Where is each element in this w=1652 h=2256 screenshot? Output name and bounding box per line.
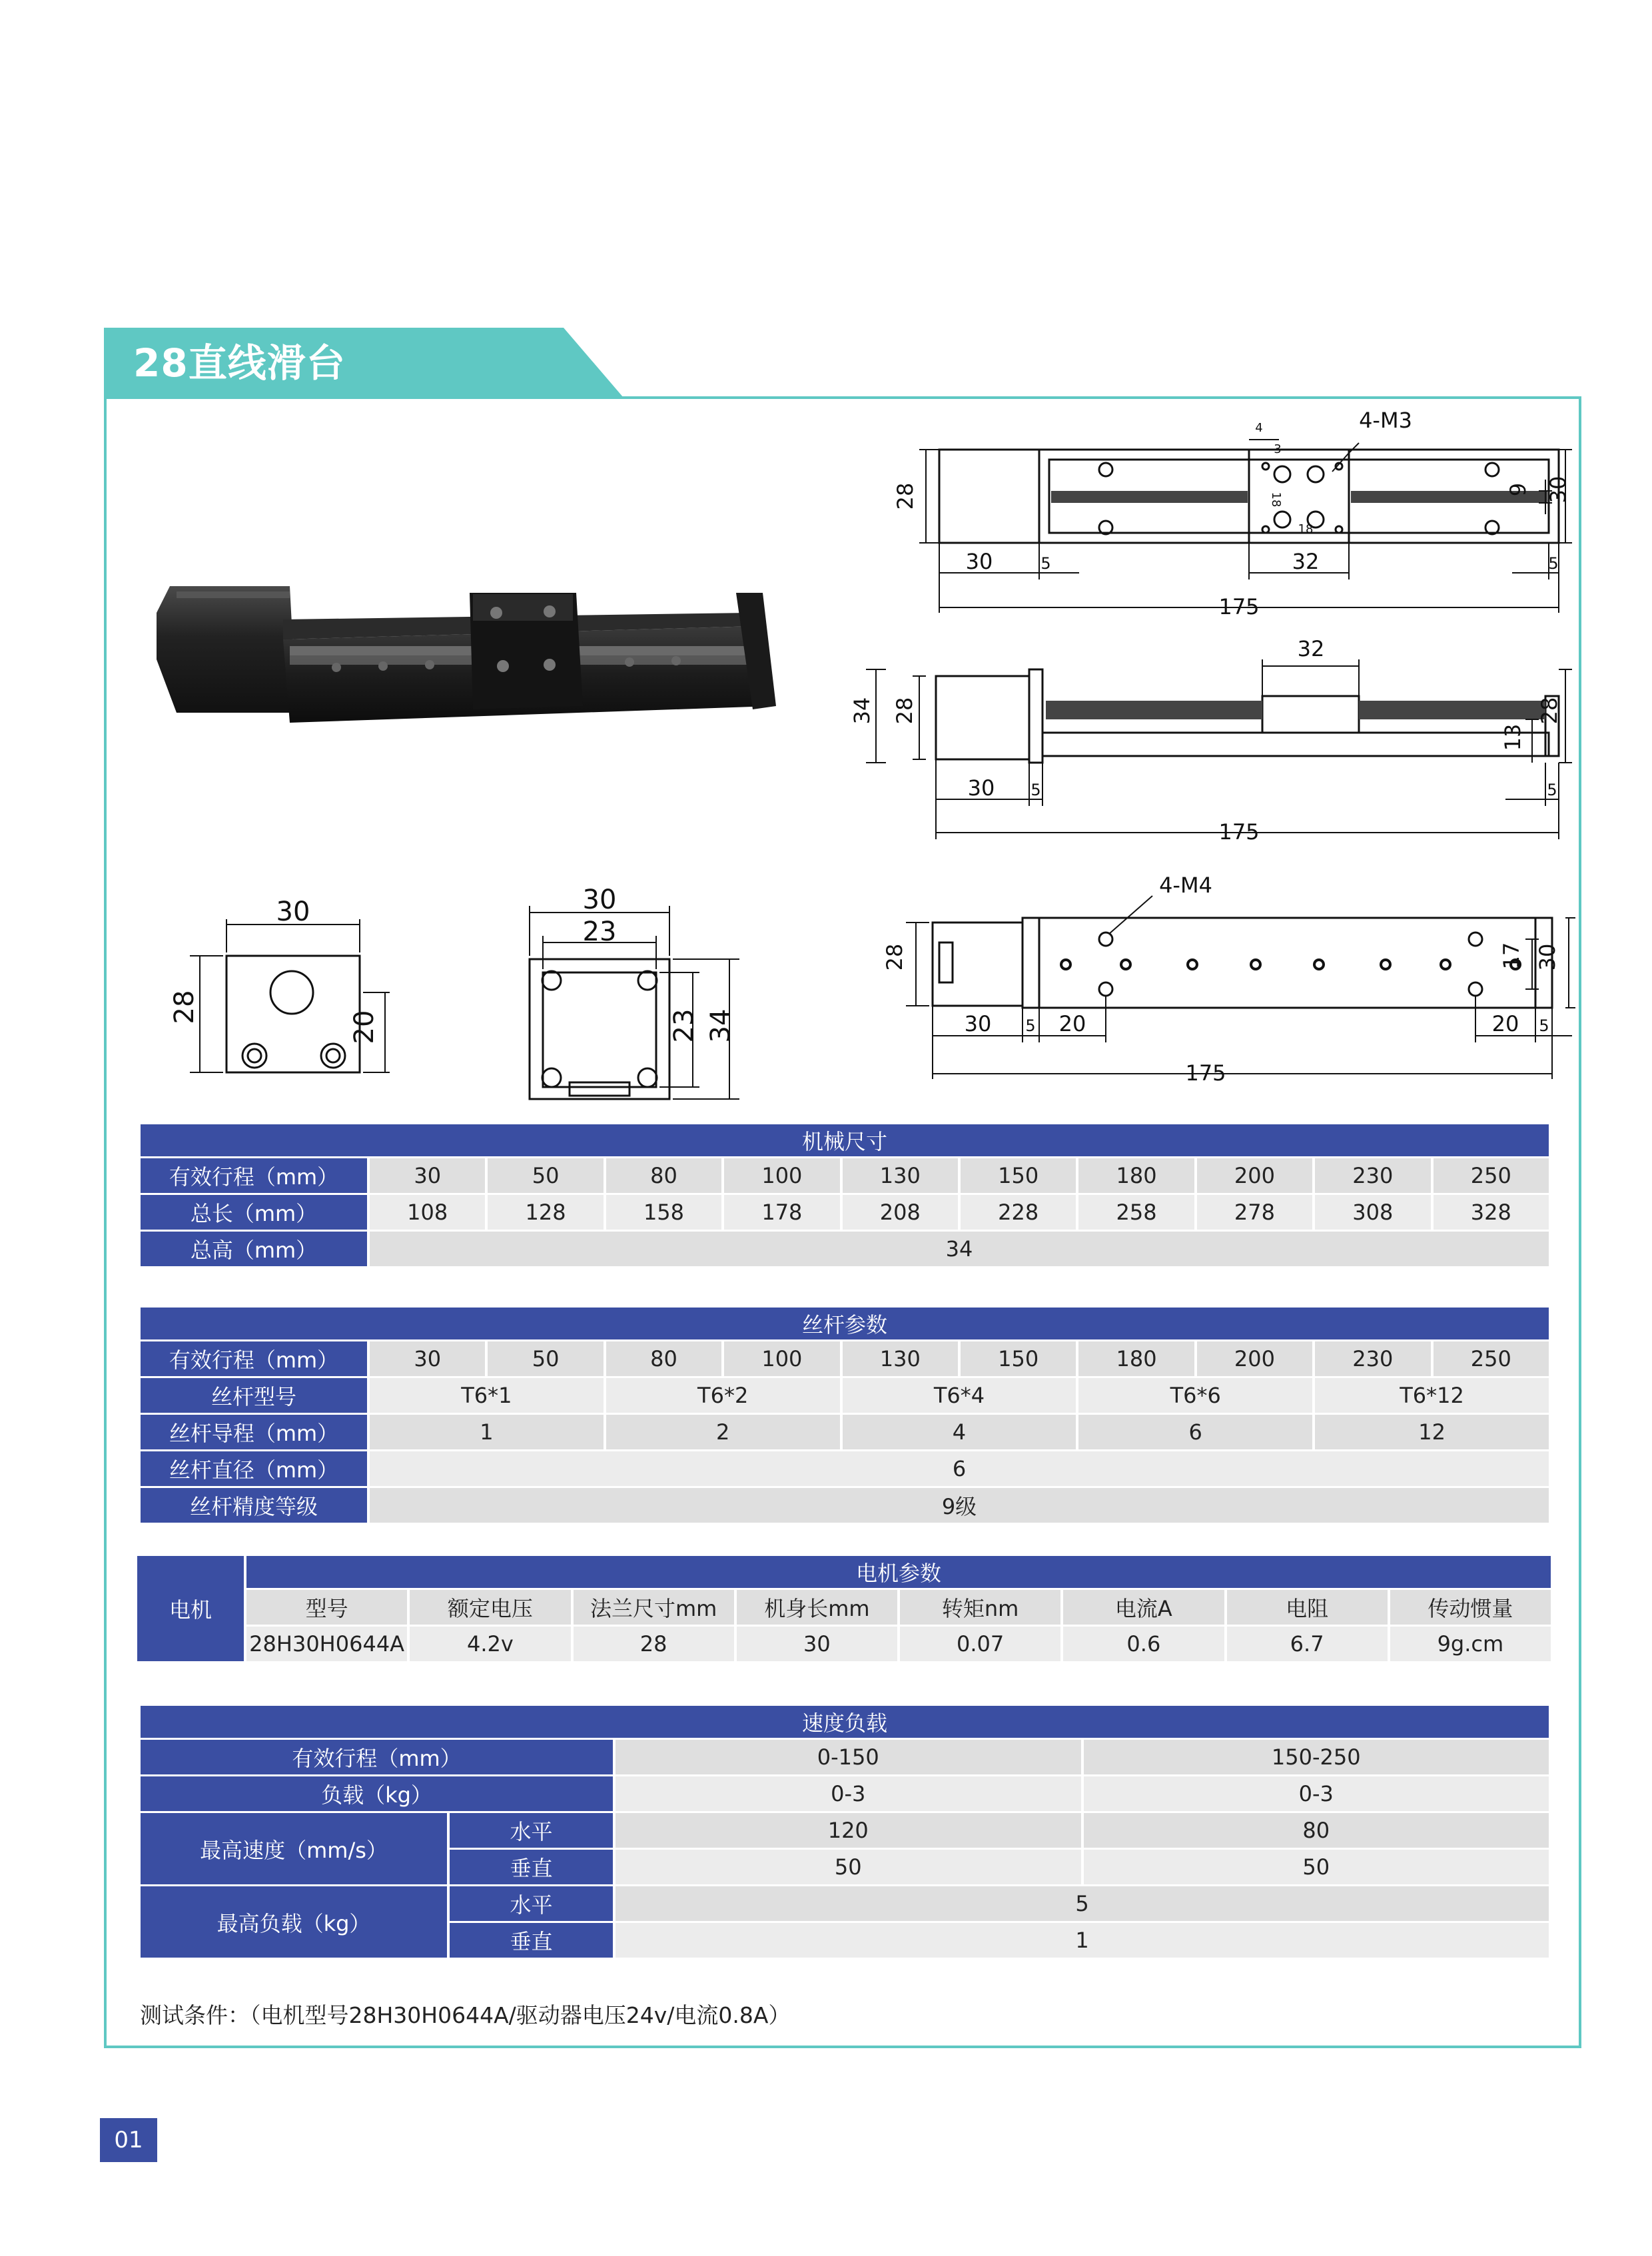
table-row: 型号 额定电压 法兰尺寸mm 机身长mm 转矩nm 电流A 电阻 传动惯量 — [137, 1590, 1551, 1625]
svg-text:30: 30 — [1545, 476, 1571, 504]
svg-text:30: 30 — [1535, 943, 1560, 971]
motor-caption: 电机参数 — [246, 1556, 1551, 1588]
table-row: 最高速度（mm/s） 水平 120 80 — [141, 1813, 1549, 1848]
end-view-b-drawing — [513, 879, 753, 1106]
table-row: 有效行程（mm） 0-150 150-250 — [141, 1740, 1549, 1774]
svg-text:5: 5 — [1539, 1016, 1549, 1035]
label-4-m3: 4-M3 — [1359, 408, 1412, 433]
svg-text:18: 18 — [1269, 492, 1283, 508]
svg-text:23: 23 — [669, 1008, 699, 1043]
svg-text:4: 4 — [1255, 421, 1263, 435]
svg-text:18: 18 — [1298, 522, 1314, 536]
speed-load-table — [138, 1704, 1551, 1960]
svg-text:28: 28 — [893, 482, 918, 510]
svg-text:5: 5 — [1031, 781, 1041, 799]
table-row: 负载（kg） 0-3 0-3 — [141, 1776, 1549, 1811]
test-conditions-note: 测试条件：（电机型号28H30H0644A/驱动器电压24v/电流0.8A） — [140, 2002, 791, 2028]
svg-text:3: 3 — [1274, 442, 1282, 456]
svg-text:17: 17 — [1499, 942, 1524, 970]
product-photo — [150, 579, 789, 733]
svg-text:28: 28 — [169, 990, 200, 1024]
screw-caption: 丝杆参数 — [141, 1308, 1549, 1339]
table-row: 最高负载（kg） 水平 5 — [141, 1886, 1549, 1921]
svg-text:9: 9 — [1505, 482, 1531, 497]
label-4-m4: 4-M4 — [1159, 873, 1212, 898]
svg-text:30: 30 — [964, 1011, 992, 1036]
table-row: 丝杆精度等级 9级 — [141, 1488, 1549, 1523]
svg-text:175: 175 — [1218, 819, 1260, 845]
mech-dimensions-table — [138, 1122, 1551, 1268]
svg-text:28: 28 — [882, 943, 907, 971]
svg-text:30: 30 — [276, 897, 310, 927]
table-row: 有效行程（mm） 30 50 80 100 130 150 180 200 230 250 — [141, 1341, 1549, 1376]
side-view-drawing — [849, 636, 1572, 853]
end-view-a-drawing — [169, 893, 413, 1086]
table-row: 垂直 50 50 — [141, 1850, 1549, 1884]
table-row: 总长（mm） 108 128 158 178 208 228 258 278 308 328 — [141, 1195, 1549, 1230]
table-row: 丝杆导程（mm） 1 2 4 6 12 — [141, 1415, 1549, 1449]
svg-text:30: 30 — [967, 775, 995, 801]
table-row: 总高（mm） 34 — [141, 1232, 1549, 1266]
svg-text:32: 32 — [1292, 549, 1320, 574]
svg-text:28: 28 — [1537, 697, 1562, 725]
screw-params-table — [138, 1306, 1551, 1525]
top-view-drawing — [879, 408, 1572, 626]
svg-text:5: 5 — [1547, 781, 1557, 799]
svg-text:20: 20 — [1491, 1011, 1519, 1036]
table-row: 丝杆型号 T6*1 T6*2 T6*4 T6*6 T6*12 — [141, 1378, 1549, 1413]
svg-text:32: 32 — [1297, 636, 1325, 661]
page-number: 01 — [100, 2118, 157, 2162]
svg-text:34: 34 — [705, 1008, 736, 1043]
svg-text:5: 5 — [1040, 554, 1051, 573]
speed-caption: 速度负载 — [141, 1706, 1549, 1738]
svg-text:175: 175 — [1218, 594, 1260, 619]
svg-text:30: 30 — [582, 885, 617, 915]
svg-text:34: 34 — [849, 697, 875, 725]
svg-text:13: 13 — [1500, 723, 1525, 751]
svg-text:5: 5 — [1025, 1016, 1036, 1035]
motor-side-label: 电机 — [137, 1556, 244, 1661]
svg-text:23: 23 — [582, 917, 617, 947]
svg-text:175: 175 — [1185, 1060, 1226, 1086]
table-row: 丝杆直径（mm） 6 — [141, 1451, 1549, 1486]
mech-caption: 机械尺寸 — [141, 1124, 1549, 1156]
svg-text:20: 20 — [349, 1010, 380, 1044]
bottom-view-drawing — [859, 859, 1572, 1099]
svg-text:28: 28 — [892, 697, 917, 725]
svg-text:5: 5 — [1548, 554, 1559, 573]
svg-text:30: 30 — [965, 549, 993, 574]
motor-params-table — [135, 1554, 1553, 1663]
svg-text:20: 20 — [1058, 1011, 1086, 1036]
page-title: 28直线滑台 — [133, 340, 346, 386]
table-row: 垂直 1 — [141, 1923, 1549, 1958]
table-row: 28H30H0644A 4.2v 28 30 0.07 0.6 6.7 9g.cm — [137, 1627, 1551, 1661]
table-row: 有效行程（mm） 30 50 80 100 130 150 180 200 230 250 — [141, 1158, 1549, 1193]
